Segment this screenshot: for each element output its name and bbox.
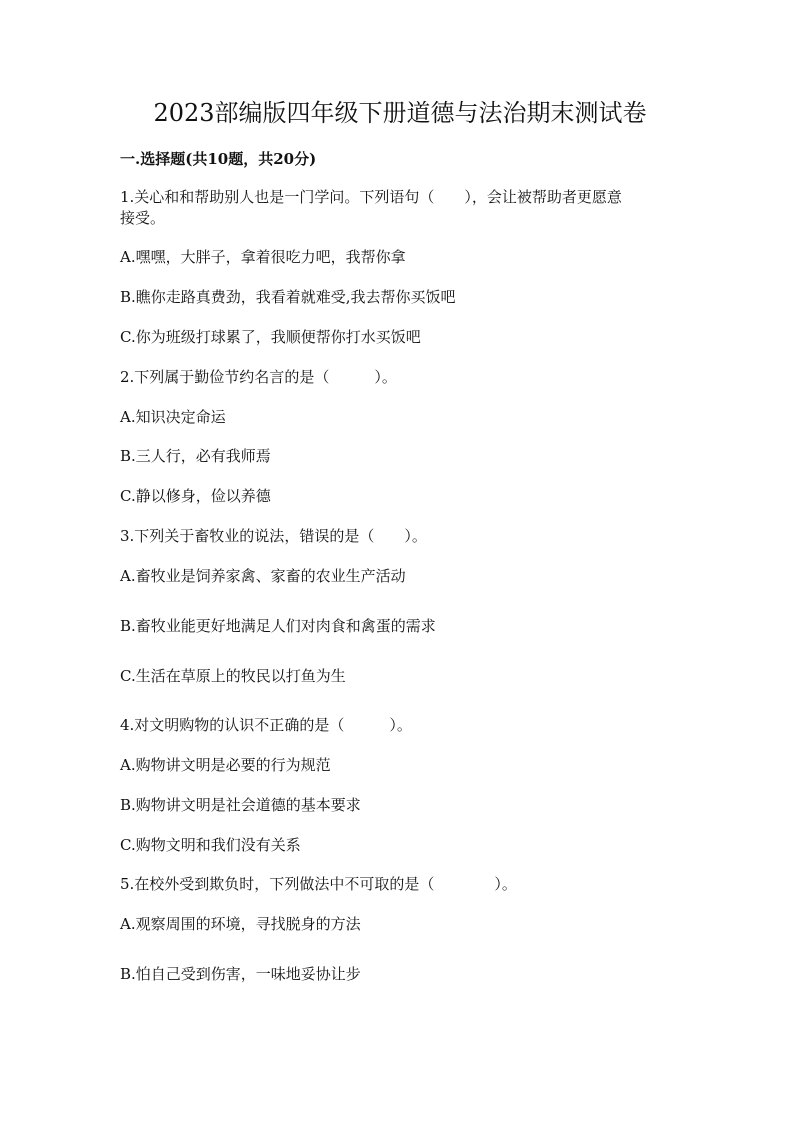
question-4-option-a: A.购物讲文明是必要的行为规范	[120, 756, 331, 774]
question-5-stem: 5.在校外受到欺负时，下列做法中不可取的是（ ）。	[120, 875, 517, 893]
question-3-option-c: C.生活在草原上的牧民以打鱼为生	[120, 667, 346, 685]
question-4-stem: 4.对文明购物的认识不正确的是（ ）。	[120, 716, 412, 734]
question-2-option-c: C.静以修身，俭以养德	[120, 487, 271, 505]
question-1-option-b: B.瞧你走路真费劲，我看着就难受,我去帮你买饭吧	[120, 288, 456, 306]
question-3-stem: 3.下列关于畜牧业的说法，错误的是（ ）。	[120, 527, 427, 545]
question-5-option-a: A.观察周围的环境，寻找脱身的方法	[120, 915, 361, 933]
question-4-option-c: C.购物文明和我们没有关系	[120, 836, 301, 854]
question-3-option-b: B.畜牧业能更好地满足人们对肉食和禽蛋的需求	[120, 617, 436, 635]
question-1-stem-line-2: 接受。	[120, 209, 166, 227]
question-1-option-a: A.嘿嘿，大胖子，拿着很吃力吧，我帮你拿	[120, 248, 406, 266]
question-3-option-a: A.畜牧业是饲养家禽、家畜的农业生产活动	[120, 567, 406, 585]
question-2-option-b: B.三人行，必有我师焉	[120, 447, 271, 465]
question-5-option-b: B.怕自己受到伤害，一味地妥协让步	[120, 965, 361, 983]
page-title: 2023部编版四年级下册道德与法治期末测试卷	[153, 99, 647, 127]
question-1-stem-line-1: 1.关心和和帮助别人也是一门学问。下列语句（ ），会让被帮助者更愿意	[120, 188, 622, 206]
question-2-stem: 2.下列属于勤俭节约名言的是（ ）。	[120, 368, 397, 386]
question-4-option-b: B.购物讲文明是社会道德的基本要求	[120, 796, 361, 814]
question-1-option-c: C.你为班级打球累了，我顺便帮你打水买饭吧	[120, 328, 421, 346]
section-heading: 一.选择题(共10题，共20分)	[120, 150, 317, 168]
question-2-option-a: A.知识决定命运	[120, 408, 226, 426]
